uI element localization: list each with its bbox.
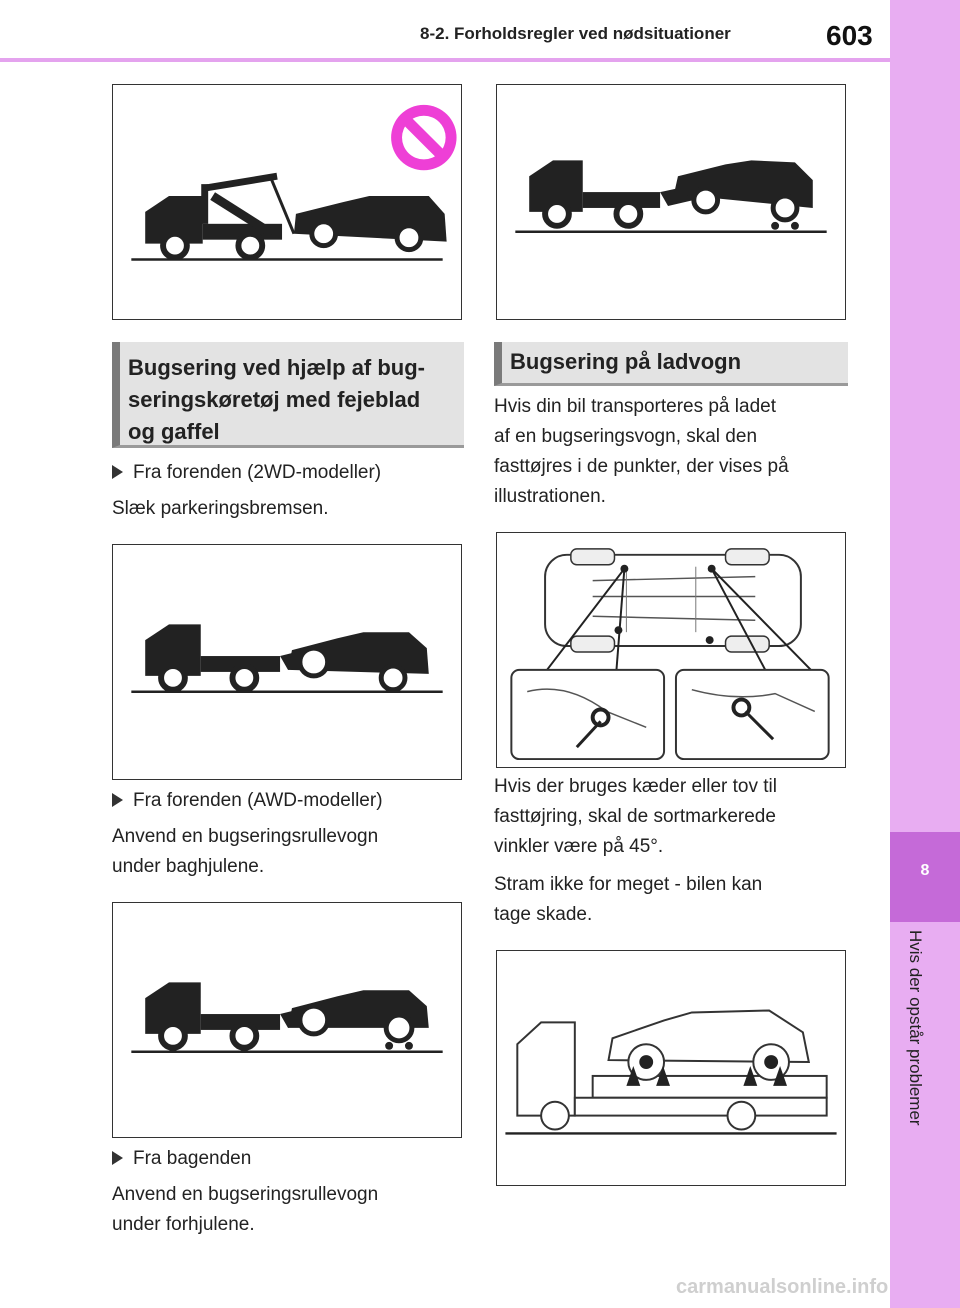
bullet-arrow-icon: [112, 1151, 123, 1165]
watermark: carmanualsonline.info: [676, 1276, 889, 1298]
chapter-side-tab: [890, 0, 960, 1308]
chapter-title: Hvis der opstår problemer: [906, 930, 925, 1126]
figure-tow-rear: [496, 84, 846, 320]
left-section-heading: Bugsering ved hjælp af bug- seringskøretøj med fejeblad og gaffel: [112, 342, 464, 448]
car-icon: [294, 196, 447, 250]
detail-inset-left: [511, 670, 664, 759]
bullet-front-awd: Fra forenden (AWD-modeller): [112, 790, 383, 812]
tow-truck-icon: [145, 176, 294, 257]
text-dolly-front-wheels: Anvend en bugseringsrullevogn under forhjulene.: [112, 1184, 379, 1235]
chapter-number: 8: [920, 862, 930, 879]
text-do-not-overtighten: Stram ikke for meget - bilen kan tage skade.: [494, 874, 763, 925]
detail-inset-right: [676, 670, 829, 759]
car-icon: [288, 632, 429, 690]
car-underbody-diagram: [545, 549, 801, 652]
bullet-arrow-icon: [112, 465, 123, 479]
bullet-arrow-icon: [112, 793, 123, 807]
header-rule: [0, 58, 890, 62]
section-title: 8-2. Forholdsregler ved nødsituationer: [420, 24, 731, 43]
prohibited-icon: [391, 105, 456, 170]
bullet-rear: Fra bagenden: [112, 1148, 251, 1170]
car-icon: [288, 990, 429, 1049]
tow-truck-icon: [529, 160, 694, 225]
text-dolly-rear-wheels: Anvend en bugseringsrullevogn under baghjulene.: [112, 826, 379, 877]
page-number: 603: [826, 20, 873, 51]
figure-flatbed-truck: [496, 950, 846, 1186]
figure-tie-down-points: [496, 532, 846, 768]
text-release-parking-brake: Slæk parkeringsbremsen.: [112, 498, 329, 519]
text-chains-angle: Hvis der bruges kæder eller tov til fasttøjring, skal de sortmarkerede vinkler være på 45°.: [494, 776, 777, 857]
right-section-heading: Bugsering på ladvogn: [494, 342, 848, 386]
bullet-front-2wd: Fra forenden (2WD-modeller): [112, 462, 381, 484]
car-outline-icon: [609, 1010, 809, 1079]
car-icon: [674, 160, 813, 229]
figure-tow-front-awd: [112, 902, 462, 1138]
text-flatbed-intro: Hvis din bil transporteres på ladet af en bugseringsvogn, skal den fasttøjres i de punkter, der vises på illustrationen.: [494, 396, 789, 507]
figure-tow-front-2wd: [112, 544, 462, 780]
figure-prohibited-tow: [112, 84, 462, 320]
